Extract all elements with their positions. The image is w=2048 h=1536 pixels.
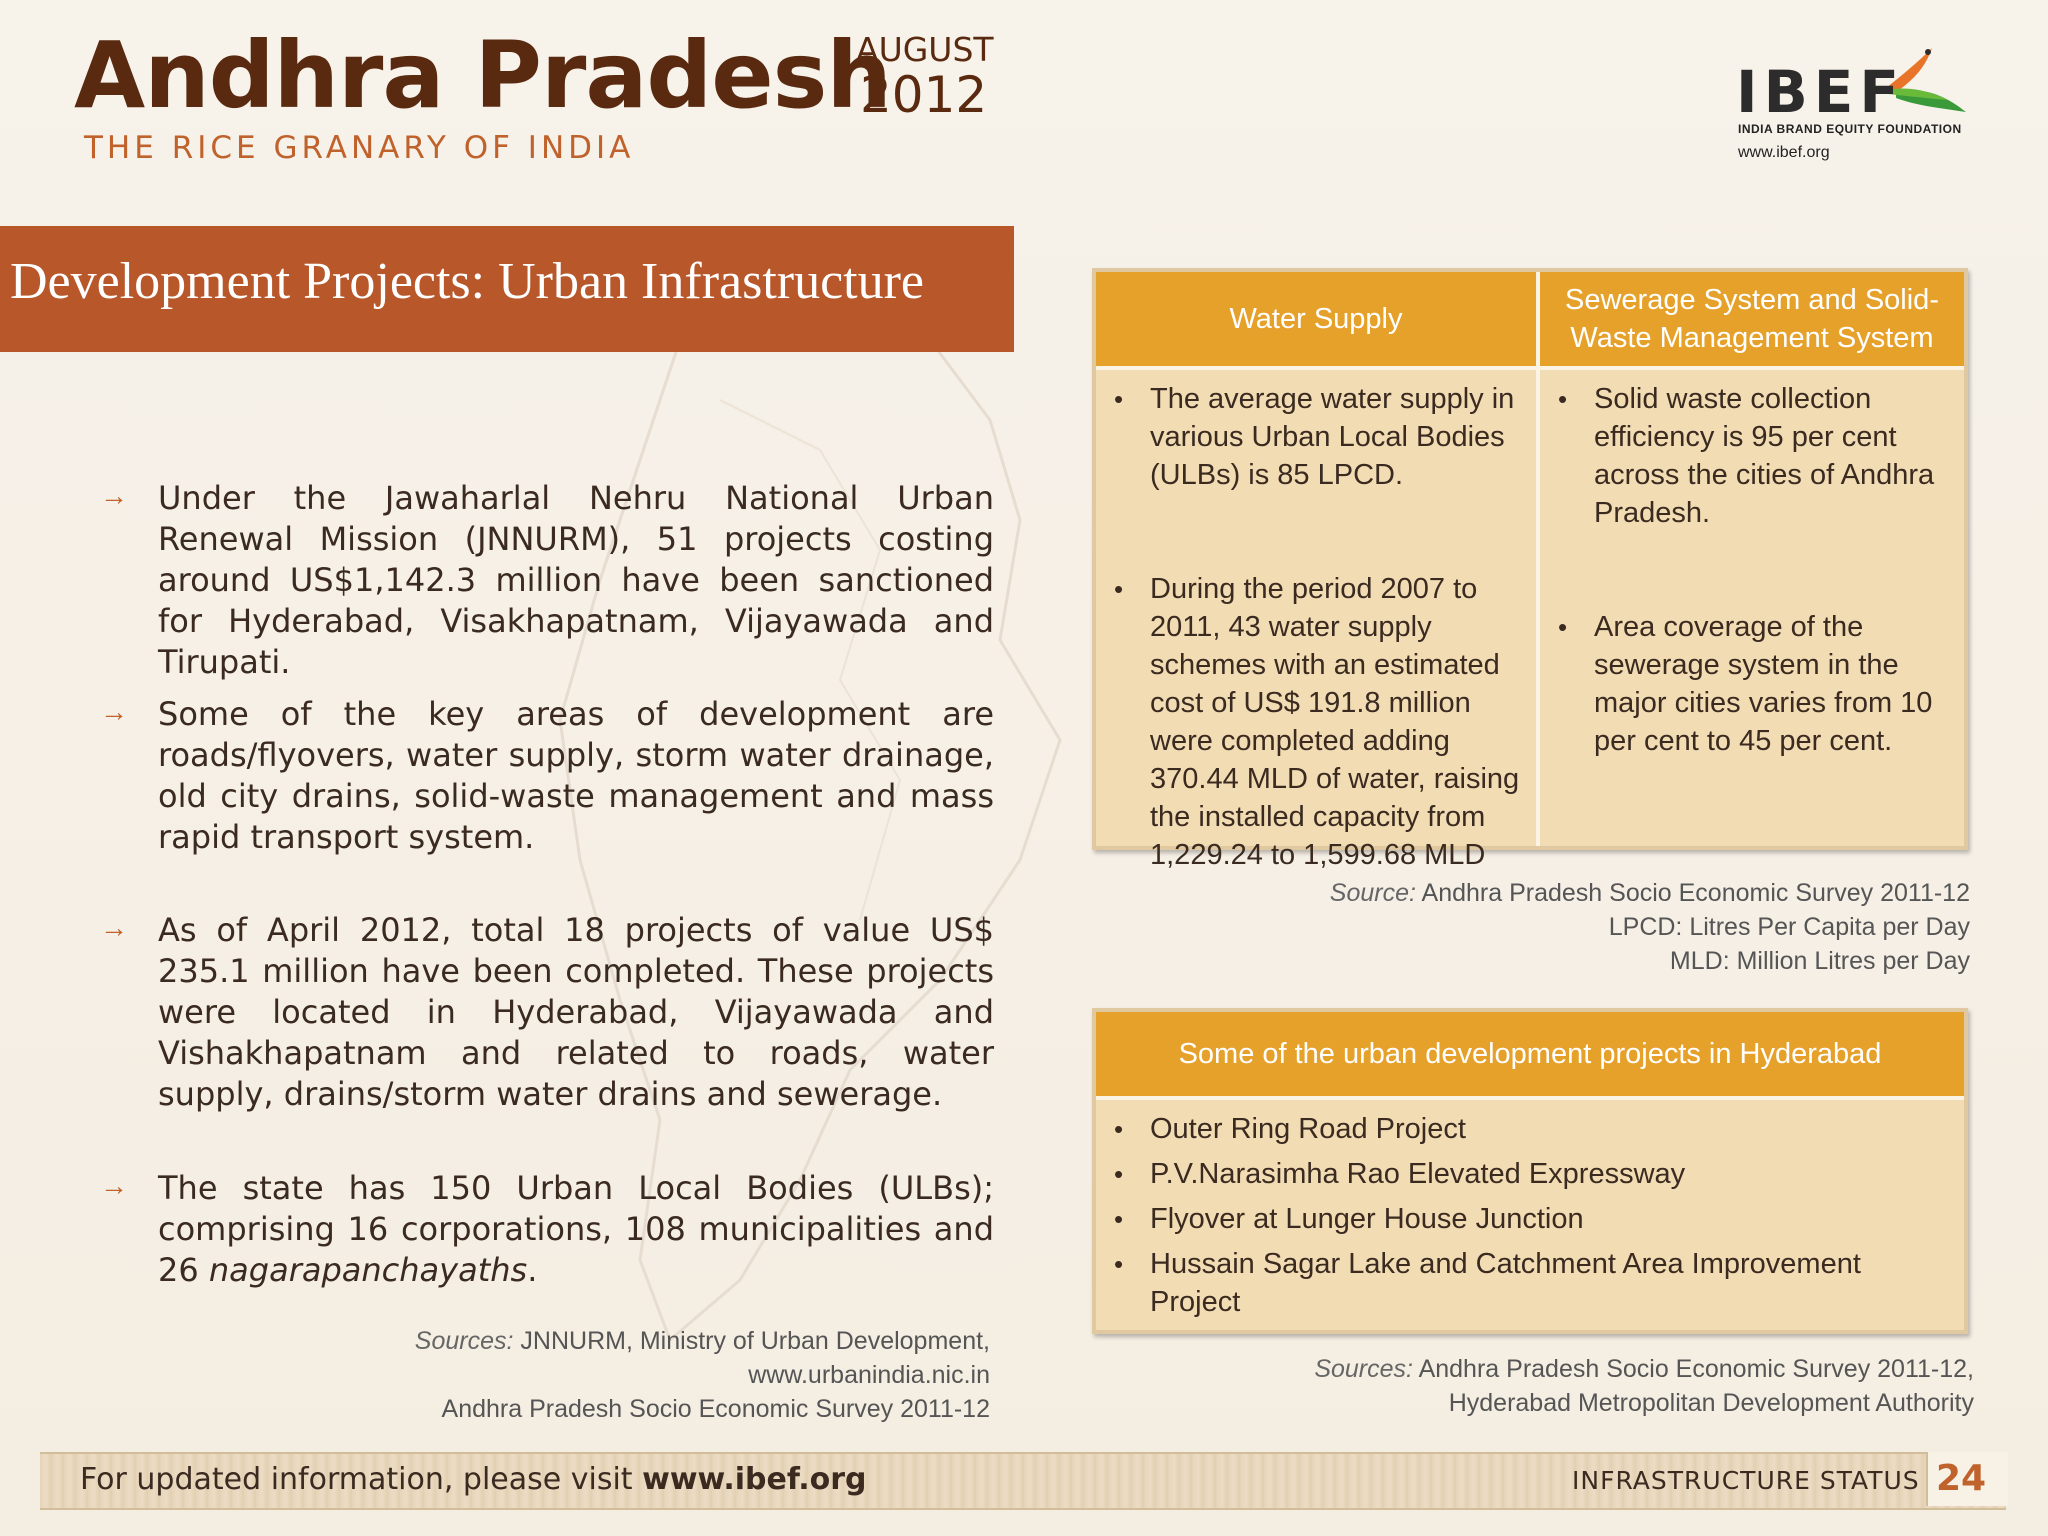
- footer-text: For updated information, please visit www.ibef.org: [80, 1462, 867, 1497]
- list-item: • Solid waste collection efficiency is 95 per cent across the cities of Andhra Pradesh.: [1594, 380, 1954, 532]
- logo-url: www.ibef.org: [1738, 144, 1830, 161]
- bullet-text: The state has 150 Urban Local Bodies (ULBs); comprising 16 corporations, 108 municipalities and 26 nagarapanchayaths.: [158, 1169, 994, 1289]
- list-item: • Flyover at Lunger House Junction: [1150, 1200, 1950, 1238]
- sewerage-cell: [1554, 380, 1954, 760]
- table-header-sewerage: Sewerage System and Solid-Waste Management System: [1540, 272, 1964, 366]
- logo-subtitle: INDIA BRAND EQUITY FOUNDATION: [1738, 122, 1962, 136]
- logo-name: IBEF: [1736, 58, 1906, 126]
- section-title: Development Projects: Urban Infrastructure: [10, 253, 925, 310]
- arrow-right-icon: →: [100, 912, 128, 943]
- table1-source: Source: Andhra Pradesh Socio Economic Survey 2011-12 LPCD: Litres Per Capita per Day MLD: Million Litres per Day: [1329, 879, 1970, 975]
- sources-left: Sources: JNNURM, Ministry of Urban Development, www.urbanindia.nic.in Andhra Pradesh Socio Economic Survey 2011-12: [414, 1327, 990, 1423]
- bullet-text: Under the Jawaharlal Nehru National Urban Renewal Mission (JNNURM), 51 projects costing around US$1,142.3 million have been sanctioned for Hyderabad, Visakhapatnam, Vijayawada and Tirupati.: [158, 479, 994, 681]
- list-item: • The average water supply in various Urban Local Bodies (ULBs) is 85 LPCD.: [1150, 380, 1530, 494]
- list-item: • P.V.Narasimha Rao Elevated Expressway: [1150, 1155, 1950, 1193]
- table-divider: [1096, 1096, 1964, 1100]
- page-title: Andhra Pradesh: [74, 22, 891, 129]
- footer-link[interactable]: www.ibef.org: [642, 1462, 867, 1497]
- footer-section-label: INFRASTRUCTURE STATUS: [1572, 1466, 1920, 1495]
- table-divider: [1096, 366, 1964, 370]
- bullet-text: As of April 2012, total 18 projects of value US$ 235.1 million have been completed. These projects were located in Hyderabad, Vijayawada and Vishakhapatnam and related to roads, water supply, drains/storm water drains and sewerage.: [158, 911, 994, 1113]
- list-item: • Outer Ring Road Project: [1150, 1110, 1950, 1148]
- arrow-right-icon: →: [100, 1170, 128, 1201]
- table2-source: Sources: Andhra Pradesh Socio Economic Survey 2011-12, Hyderabad Metropolitan Development Authority: [1314, 1355, 1974, 1417]
- list-item: • Hussain Sagar Lake and Catchment Area Improvement Project: [1150, 1245, 1950, 1321]
- list-item: [100, 694, 994, 858]
- hyderabad-projects-cell: [1110, 1110, 1950, 1321]
- list-item: [100, 478, 994, 683]
- table-header-water-supply: Water Supply: [1096, 272, 1536, 366]
- report-year: 2012: [860, 66, 988, 124]
- report-month: AUGUST: [856, 30, 994, 69]
- table-header-hyderabad: Some of the urban development projects in Hyderabad: [1096, 1012, 1964, 1096]
- bullet-text: Some of the key areas of development are roads/flyovers, water supply, storm water drainage, old city drains, solid-waste management and mass rapid transport system.: [158, 695, 994, 856]
- water-sewerage-table: [1092, 268, 1968, 871]
- water-supply-cell: [1110, 380, 1530, 874]
- list-item: • During the period 2007 to 2011, 43 water supply schemes with an estimated cost of US$ 191.8 million were completed adding 370.44 MLD of water, raising the installed capacity from 1,229.24 to 1,599.68 MLD: [1150, 570, 1530, 874]
- list-item: • Area coverage of the sewerage system in the major cities varies from 10 per cent to 45 per cent.: [1594, 608, 1954, 760]
- table-divider: [1536, 272, 1540, 846]
- list-item: [100, 1168, 994, 1291]
- tagline: THE RICE GRANARY OF INDIA: [84, 130, 635, 166]
- list-item: [100, 910, 994, 1115]
- arrow-right-icon: →: [100, 480, 128, 511]
- arrow-right-icon: →: [100, 696, 128, 727]
- page-number: 24: [1936, 1458, 1987, 1499]
- hyderabad-projects-table: [1092, 1008, 1968, 1334]
